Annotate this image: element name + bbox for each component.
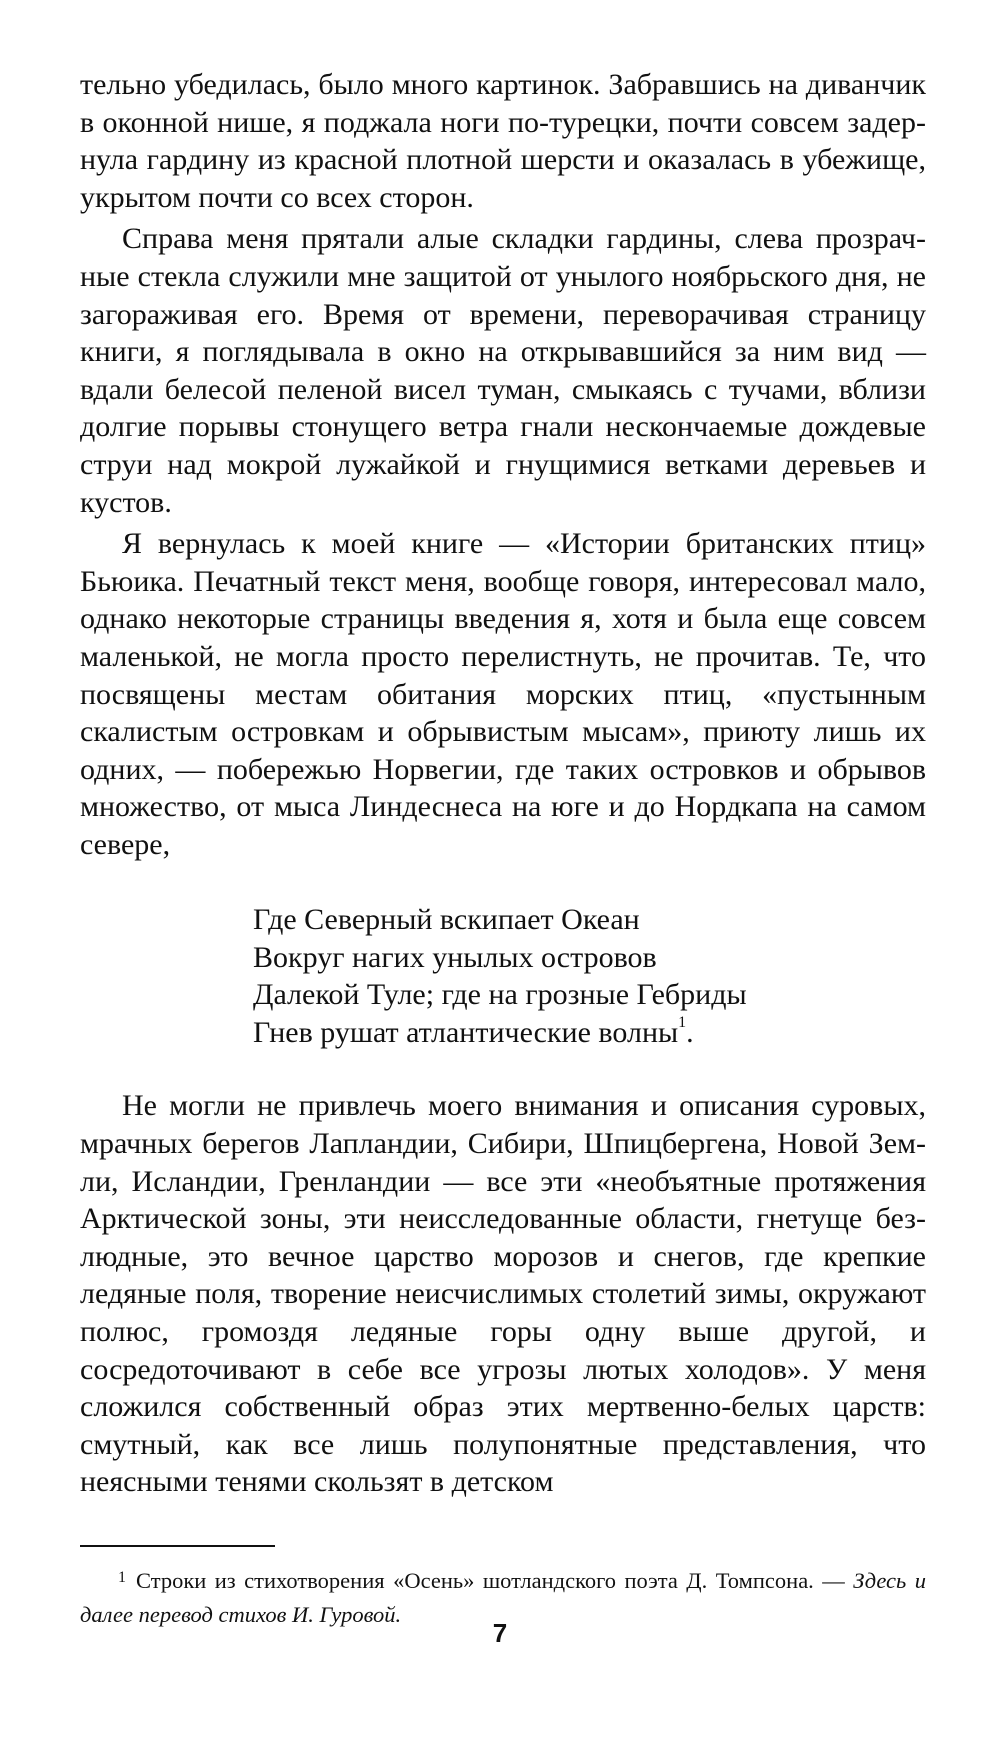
footnote-reference[interactable]: 1 (678, 1013, 687, 1031)
body-paragraph-1: тельно убедилась, было много картинок. Забравшись на диванчик в оконной нише, я поджала ноги по-турецки, почти совсем задернула гардину из красной плотной шерсти и оказалась в убежище, укрытом почти со всех сторон. (80, 68, 926, 214)
poem-stanza (80, 901, 926, 1051)
footnote-text: Строки из стихотворения «Осень» шотландского поэта Д. Томпсона. — (136, 1568, 845, 1593)
poem-line-4: Гнев рушат атлантические волны (253, 1015, 679, 1049)
poem-line-3: Далекой Туле; где на грозные Гебриды (253, 978, 747, 1012)
book-page (80, 66, 926, 1632)
poem-line-4-wrapper (253, 1014, 926, 1052)
body-paragraph-4: Не могли не привлечь моего внимания и описания суровых, мрачных берегов Лапландии, Сибири, Шпицбергена, Новой Земли, Исландии, Гренландии — все эти «необъятные протяжения Арктической зоны, эти неисследованные области, гнетуще безлюдные, это вечное царство морозов и снегов, где крепкие ледяные поля, творение неисчислимых столетий зимы, окружают полюс, громоздя ледяные горы одну выше другой, и сосредоточивают в себе все угрозы лютых холодов». У меня сложился собственный образ этих мертвенно-белых царств: смутный, как все лишь полупонятные представления, что неясными тенями скользят в детском (80, 1089, 926, 1499)
body-paragraph-3: Я вернулась к моей книге — «Истории британских птиц» Бьюика. Печатный текст меня, вообще говоря, интересовал мало, однако некоторые страницы введения я, хотя и была еще совсем маленькой, не могла просто перелистнуть, не прочитав. Те, что посвящены местам обитания морских птиц, «пустынным скалистым островкам и обрывистым мысам», приюту лишь их одних, — побережью Норвегии, где таких островков и обрывов множество, от мыса Линдеснеса на юге и до Нордкапа на самом севере, (80, 527, 926, 861)
footnote-italic-text: Здесь и далее перевод стихов И. Гуровой. (80, 1568, 926, 1627)
body-paragraph-2: Справа меня прятали алые складки гардины, слева прозрачные стекла служили мне защитой от унылого ноябрьского дня, не загораживая его. Время от времени, переворачивая страницу книги, я поглядывала в окно на открывавшийся за ним вид — вдали белесой пеленой висел туман, смыкаясь с тучами, вблизи долгие порывы стонущего ветра гнали нескончаемые дождевые струи над мокрой лужайкой и гнущимися ветками деревьев и кустов. (80, 222, 926, 519)
footnote-number: 1 (118, 1569, 126, 1586)
poem-line-1: Где Северный вскипает Океан (253, 903, 640, 937)
poem-line-4-end: . (686, 1015, 694, 1049)
poem-line-2: Вокруг нагих унылых островов (253, 940, 657, 974)
page-number: 7 (492, 1618, 508, 1648)
footnote-divider (80, 1545, 275, 1547)
